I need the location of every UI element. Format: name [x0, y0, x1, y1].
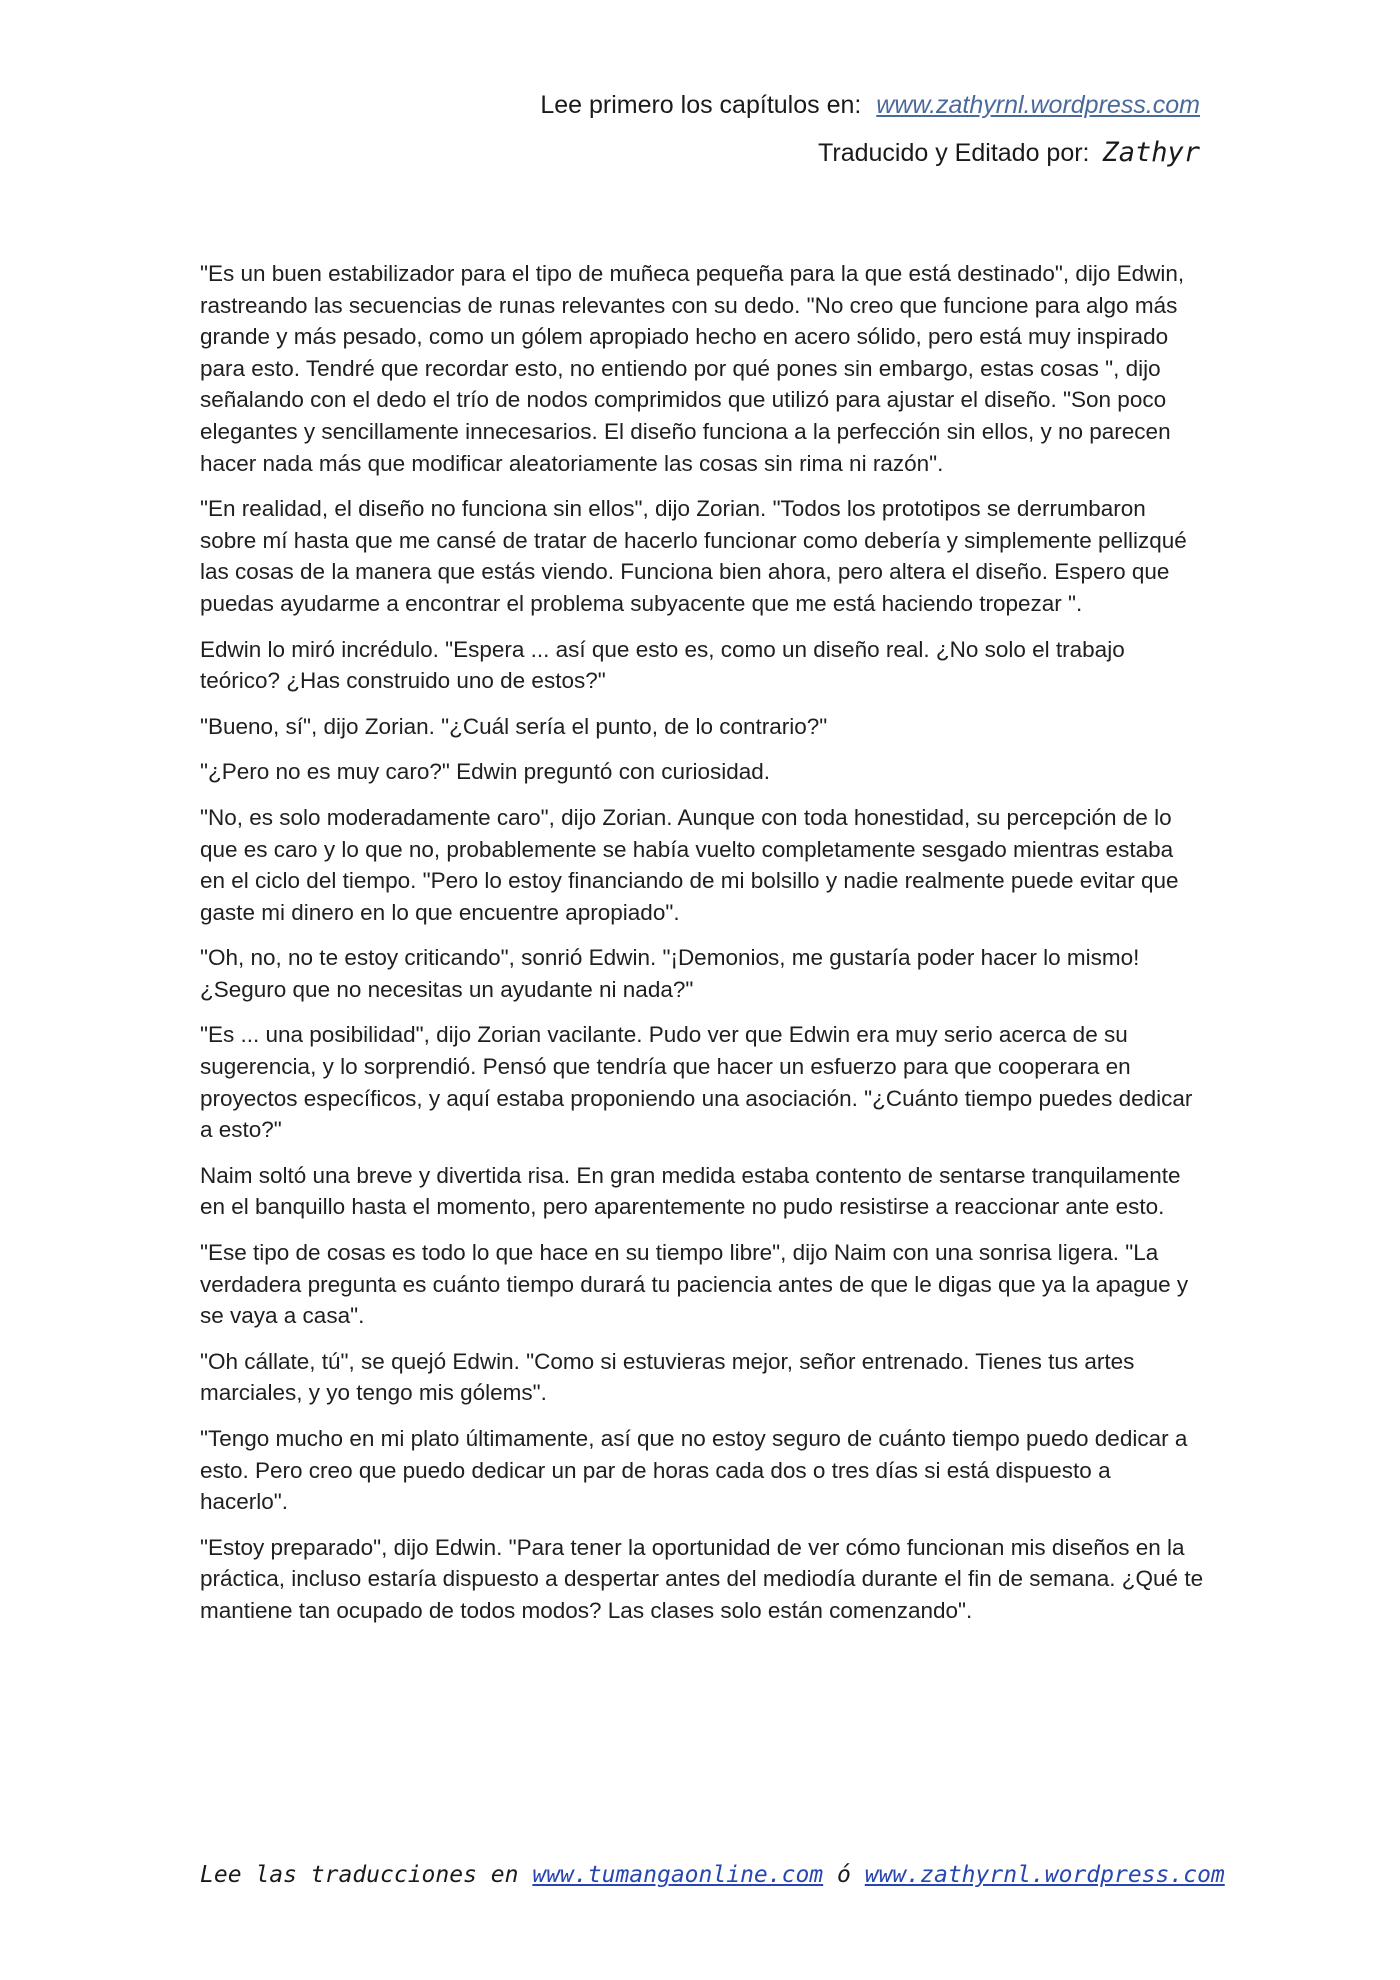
- paragraph: "Tengo mucho en mi plato últimamente, así que no estoy seguro de cuánto tiempo puedo dedicar a esto. Pero creo que puedo dedicar un par de horas cada dos o tres días si está dispuesto a hacerlo".: [200, 1426, 1188, 1515]
- paragraph: "Es un buen estabilizador para el tipo de muñeca pequeña para la que está destinado", dijo Edwin, rastreando las secuencias de runas relevantes con su dedo. "No creo que funcione para algo más grande y más pesado, como un gólem apropiado hecho en acero sólido, pero está muy inspirado para esto. Tendré que recordar esto, no entiendo por qué pones sin embargo, estas cosas ", dijo señalando con el dedo el trío de nodos comprimidos que utilizó para ajustar el diseño. "Son poco elegantes y sencillamente innecesarios. El diseño funciona a la perfección sin ellos, y no parecen hacer nada más que modificar aleatoriamente las cosas sin rima ni razón".: [200, 261, 1185, 476]
- paragraph: Naim soltó una breve y divertida risa. En gran medida estaba contento de sentarse tranquilamente en el banquillo hasta el momento, pero aparentemente no pudo resistirse a reaccionar ante esto.: [200, 1162, 1181, 1220]
- translator-name: Zathyr: [1102, 137, 1200, 168]
- chapter-body: [200, 258, 1204, 1641]
- page-header: [540, 88, 1200, 170]
- paragraph: "Oh cállate, tú", se quejó Edwin. "Como si estuvieras mejor, señor entrenado. Tienes tus artes marciales, y yo tengo mis gólems".: [200, 1348, 1135, 1406]
- paragraph: "En realidad, el diseño no funciona sin ellos", dijo Zorian. "Todos los prototipos se derrumbaron sobre mí hasta que me cansé de tratar de hacerlo funcionar como debería y simplemente pellizqué las cosas de la manera que estás viendo. Funciona bien ahora, pero altera el diseño. Espero que puedas ayudarme a encontrar el problema subyacente que me está haciendo tropezar ".: [200, 496, 1187, 616]
- paragraph: "Ese tipo de cosas es todo lo que hace en su tiempo libre", dijo Naim con una sonrisa ligera. "La verdadera pregunta es cuánto tiempo durará tu paciencia antes de que le digas que ya la apague y se vaya a casa".: [200, 1240, 1189, 1329]
- paragraph: "¿Pero no es muy caro?" Edwin preguntó con curiosidad.: [200, 759, 771, 785]
- footer-line: [200, 1862, 1225, 1888]
- translator-credit: [540, 136, 1200, 170]
- read-first-link[interactable]: www.zathyrnl.wordpress.com: [876, 91, 1200, 119]
- page-footer: [200, 1862, 1225, 1888]
- paragraph: "Bueno, sí", dijo Zorian. "¿Cuál sería el punto, de lo contrario?": [200, 713, 828, 739]
- footer-label: Lee las traducciones en: [200, 1862, 519, 1888]
- read-first-label: Lee primero los capítulos en:: [540, 91, 862, 119]
- paragraph: Edwin lo miró incrédulo. "Espera ... así que esto es, como un diseño real. ¿No solo el trabajo teórico? ¿Has construido uno de estos?": [200, 636, 1125, 694]
- footer-separator: ó: [837, 1862, 851, 1888]
- paragraph: "Es ... una posibilidad", dijo Zorian vacilante. Pudo ver que Edwin era muy serio acerca de su sugerencia, y lo sorprendió. Pensó que tendría que hacer un esfuerzo para que cooperara en proyectos específicos, y aquí estaba proponiendo una asociación. "¿Cuánto tiempo puedes dedicar a esto?": [200, 1022, 1193, 1143]
- paragraph: "Estoy preparado", dijo Edwin. "Para tener la oportunidad de ver cómo funcionan mis diseños en la práctica, incluso estaría dispuesto a despertar antes del mediodía durante el fin de semana. ¿Qué te mantiene tan ocupado de todos modos? Las clases solo están comenzando".: [200, 1534, 1204, 1623]
- footer-link-tumangaonline[interactable]: www.tumangaonline.com: [532, 1862, 824, 1888]
- paragraph: "Oh, no, no te estoy criticando", sonrió Edwin. "¡Demonios, me gustaría poder hacer lo mismo! ¿Seguro que no necesitas un ayudante ni nada?": [200, 945, 1140, 1002]
- footer-link-wordpress[interactable]: www.zathyrnl.wordpress.com: [864, 1862, 1225, 1888]
- read-first-line: [540, 88, 1200, 122]
- translated-label: Traducido y Editado por:: [818, 139, 1090, 167]
- paragraph: "No, es solo moderadamente caro", dijo Zorian. Aunque con toda honestidad, su percepción de lo que es caro y lo que no, probablemente se había vuelto completamente sesgado mientras estaba en el ciclo del tiempo. "Pero lo estoy financiando de mi bolsillo y nadie realmente puede evitar que gaste mi dinero en lo que encuentre apropiado".: [200, 804, 1179, 925]
